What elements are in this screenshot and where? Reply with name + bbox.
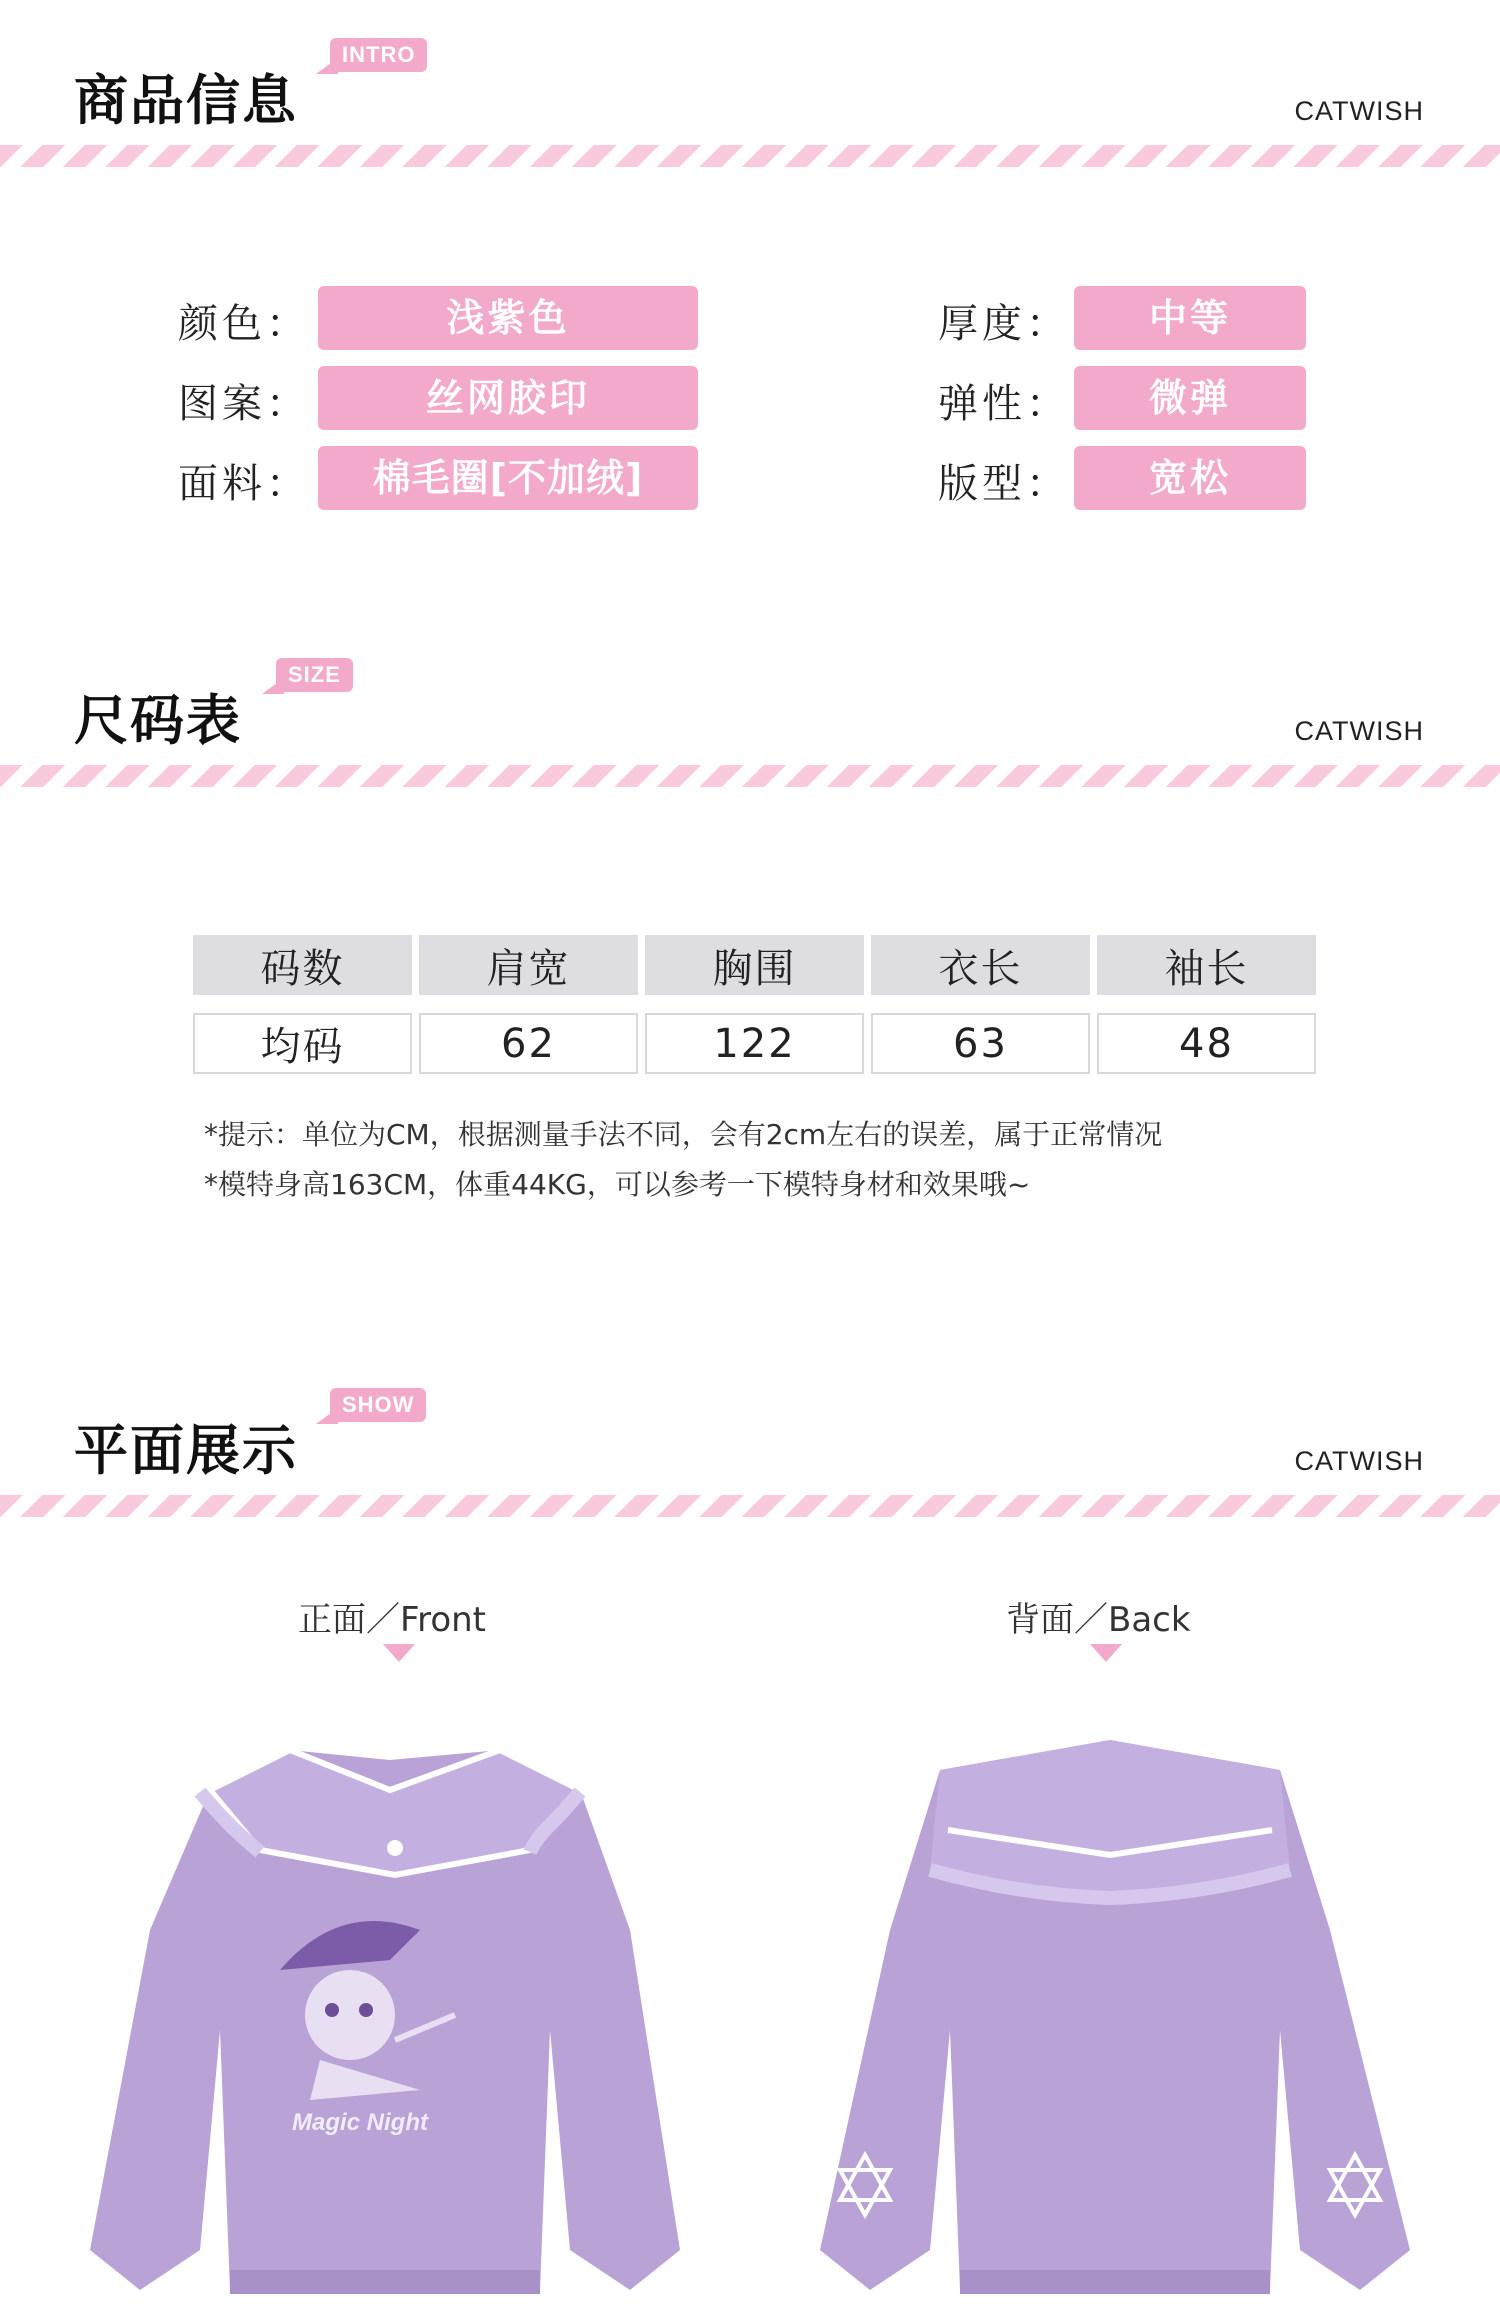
info-value-thickness: 中等 <box>1074 286 1306 350</box>
brand-label: CATWISH <box>1294 1446 1424 1476</box>
table-header-cell: 肩宽 <box>419 935 638 995</box>
back-sweatshirt-image <box>790 1730 1430 2322</box>
sailor-collar <box>930 1740 1290 1895</box>
table-spacer <box>193 995 1316 1013</box>
info-label-fit: 版型： <box>938 461 1070 507</box>
section-title: 尺码表 <box>74 689 242 752</box>
section-header-intro <box>0 30 1500 160</box>
table-header-cell: 胸围 <box>645 935 864 995</box>
info-value-fit: 宽松 <box>1074 446 1306 510</box>
section-header-size <box>0 650 1500 780</box>
size-table <box>186 935 1323 1074</box>
section-header-show <box>0 1380 1500 1510</box>
hem-band <box>960 2270 1270 2294</box>
table-header-cell: 码数 <box>193 935 412 995</box>
divider-stripe <box>0 145 1500 167</box>
size-note: *模特身高163CM，体重44KG，可以参考一下模特身材和效果哦~ <box>204 1168 1031 1201</box>
brand-label: CATWISH <box>1294 96 1424 126</box>
table-header-row <box>193 935 1316 995</box>
back-view-label: 背面／Back <box>1006 1600 1191 1640</box>
info-value-fabric: 棉毛圈[不加绒] <box>318 446 698 510</box>
section-badge: SIZE <box>276 658 353 692</box>
divider-stripe <box>0 765 1500 787</box>
table-header-cell: 袖长 <box>1097 935 1316 995</box>
table-cell: 48 <box>1097 1013 1316 1074</box>
front-arrow-icon <box>383 1644 415 1662</box>
info-value-pattern: 丝网胶印 <box>318 366 698 430</box>
hem-band <box>230 2270 540 2294</box>
moon-icon <box>387 1840 403 1856</box>
table-cell: 63 <box>871 1013 1090 1074</box>
section-badge: INTRO <box>330 38 427 72</box>
table-row <box>193 1013 1316 1074</box>
info-value-elasticity: 微弹 <box>1074 366 1306 430</box>
info-label-color: 颜色： <box>178 301 310 347</box>
brand-label: CATWISH <box>1294 716 1424 746</box>
section-title: 商品信息 <box>74 69 298 132</box>
info-value-color: 浅紫色 <box>318 286 698 350</box>
front-sweatshirt-image <box>60 1730 700 2322</box>
info-label-thickness: 厚度： <box>938 301 1070 347</box>
size-note: *提示：单位为CM，根据测量手法不同，会有2cm左右的误差，属于正常情况 <box>204 1118 1163 1151</box>
print-text: Magic Night <box>292 2109 428 2136</box>
info-label-fabric: 面料： <box>178 461 310 507</box>
info-label-pattern: 图案： <box>178 381 310 427</box>
table-cell: 均码 <box>193 1013 412 1074</box>
section-title: 平面展示 <box>74 1419 298 1482</box>
section-badge: SHOW <box>330 1388 426 1422</box>
table-header-cell: 衣长 <box>871 935 1090 995</box>
info-label-elasticity: 弹性： <box>938 381 1070 427</box>
back-arrow-icon <box>1090 1644 1122 1662</box>
divider-stripe <box>0 1495 1500 1517</box>
table-cell: 122 <box>645 1013 864 1074</box>
table-cell: 62 <box>419 1013 638 1074</box>
front-view-label: 正面／Front <box>298 1600 486 1640</box>
